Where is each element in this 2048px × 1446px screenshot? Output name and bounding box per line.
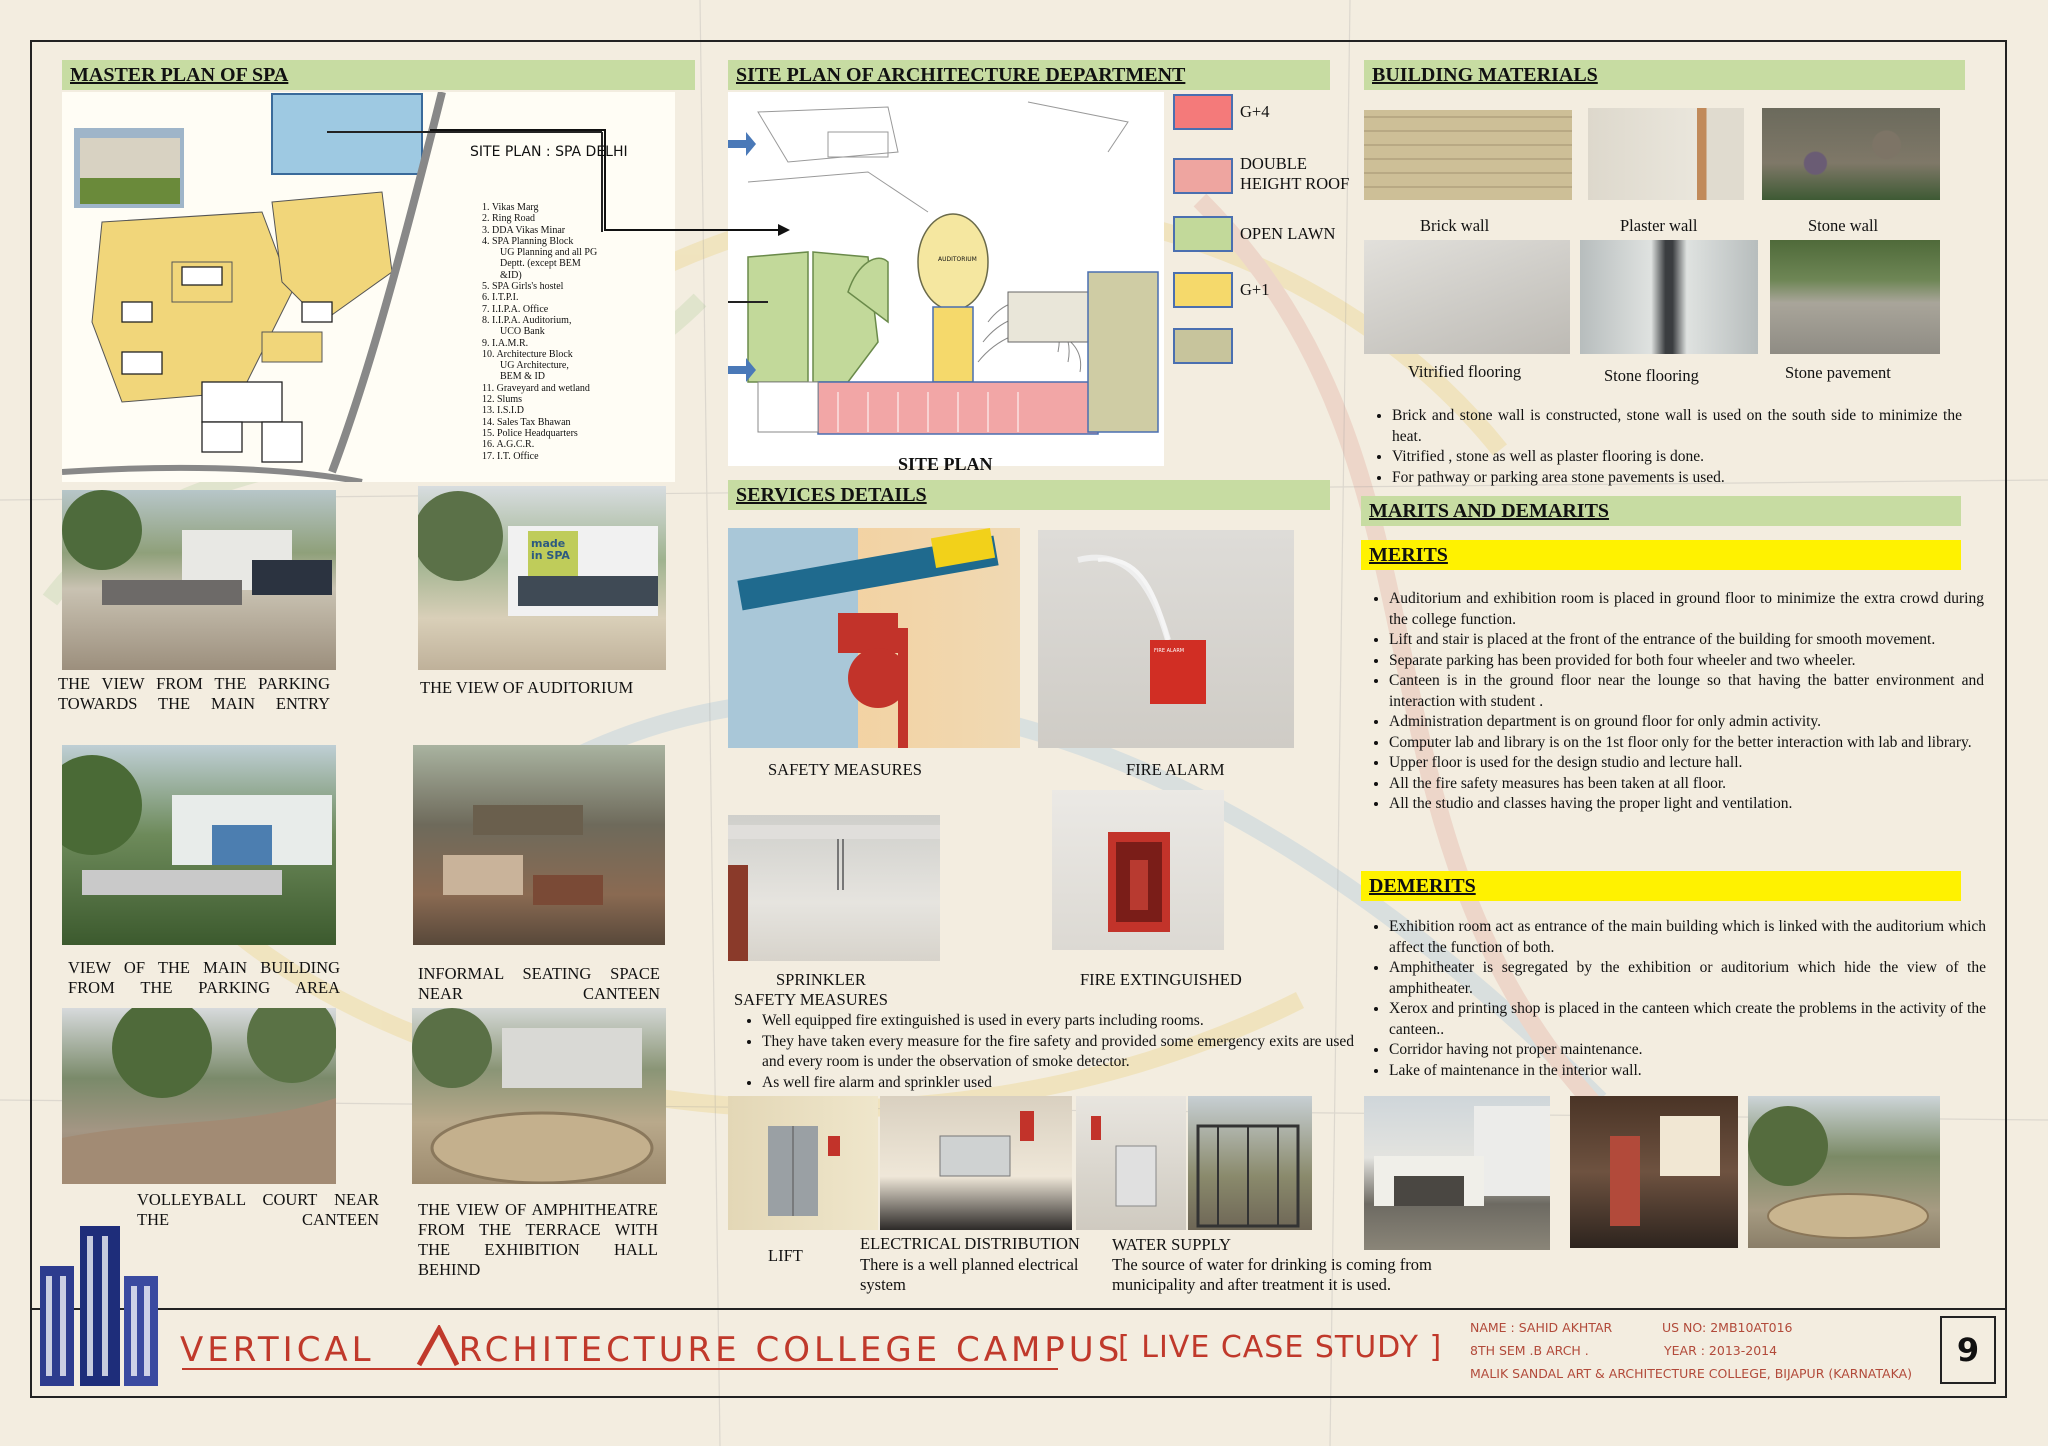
semester: 8TH SEM .B ARCH . <box>1470 1343 1589 1358</box>
master-plan-legend-item: 9. I.A.M.R. <box>482 337 529 349</box>
campus-photo-3 <box>1748 1096 1940 1248</box>
student-usn: US NO: 2MB10AT016 <box>1662 1320 1793 1335</box>
lift-photo <box>728 1096 878 1230</box>
safety-heading: SAFETY MEASURES <box>734 990 888 1009</box>
merit-item: • Lift and stair is placed at the front of the entrance of the building for smooth movement. <box>1389 630 1984 651</box>
master-plan-legend-item: BEM & ID <box>500 371 545 383</box>
merit-item: • All the fire safety measures has been taken at all floor. <box>1389 774 1984 795</box>
safety-note: • They have taken every measure for the fire safety and provided some emergency exits are used and every room is under the observation of smoke detector. <box>762 1032 1354 1073</box>
master-plan-legend-item: 16. A.G.C.R. <box>482 439 535 451</box>
project-title-left: VERTICAL <box>180 1330 375 1370</box>
safety-note: • As well fire alarm and sprinkler used <box>762 1073 1354 1094</box>
master-plan-legend-item: 8. I.I.P.A. Auditorium, <box>482 314 572 326</box>
master-plan-legend-item: 15. Police Headquarters <box>482 427 578 439</box>
materials-note: • For pathway or parking area stone pavements is used. <box>1392 468 1962 489</box>
merit-item: • Administration department is on ground floor for only admin activity. <box>1389 712 1984 733</box>
brick-wall-photo <box>1364 110 1572 200</box>
demerit-item: • Corridor having not proper maintenance. <box>1389 1040 1986 1061</box>
master-plan-legend-item: 11. Graveyard and wetland <box>482 382 590 394</box>
master-plan-legend-item: UCO Bank <box>500 326 545 338</box>
electrical-title: ELECTRICAL DISTRIBUTION <box>860 1234 1080 1253</box>
college-name: MALIK SANDAL ART & ARCHITECTURE COLLEGE, BIJAPUR (KARNATAKA) <box>1470 1366 1912 1381</box>
marits-header: MARITS AND DEMARITS <box>1361 496 1961 526</box>
merit-item: • Canteen is in the ground floor near the lounge so that having the batter environment and interaction with student . <box>1389 671 1984 712</box>
legend-label: G+1 <box>1240 280 1270 299</box>
legend-swatch <box>1173 94 1233 130</box>
legend-label: OPEN LAWN <box>1240 224 1336 243</box>
master-plan-legend-item: 17. I.T. Office <box>482 450 539 462</box>
water-supply-desc: The source of water for drinking is coming from municipality and after treatment it is used. <box>1112 1255 1432 1294</box>
stone-pavement-photo <box>1770 240 1940 354</box>
auditorium-photo <box>418 486 666 670</box>
campus-photo-1 <box>1364 1096 1550 1250</box>
electrical-desc: There is a well planned electrical system <box>860 1255 1079 1294</box>
connector-arrow <box>430 120 790 240</box>
parking-caption: THE VIEW FROM THE PARKING TOWARDS THE MAIN ENTRY <box>58 674 330 713</box>
year: YEAR : 2013-2014 <box>1664 1343 1778 1358</box>
master-plan-legend-item: 13. I.S.I.D <box>482 405 524 417</box>
master-plan-legend-item: &ID) <box>500 269 522 281</box>
materials-note: • Vitrified , stone as well as plaster flooring is done. <box>1392 447 1962 468</box>
plaster-wall-caption: Plaster wall <box>1620 216 1698 235</box>
sprinkler-photo <box>728 815 940 961</box>
fire-alarm-photo <box>1038 530 1294 748</box>
merits-list <box>1361 589 1984 815</box>
sprinkler-caption: SPRINKLER <box>776 970 866 989</box>
vitrified-flooring-photo <box>1364 240 1570 354</box>
legend-swatch <box>1173 216 1233 252</box>
merit-item: • Auditorium and exhibition room is placed in ground floor to minimize the extra crowd during the college function. <box>1389 589 1984 630</box>
lift-caption: LIFT <box>768 1246 803 1265</box>
merit-item: • Separate parking has been provided for both four wheeler and two wheeler. <box>1389 651 1984 672</box>
master-plan-legend-item: 5. SPA Girls's hostel <box>482 281 564 293</box>
master-plan-legend-item: 12. Slums <box>482 394 523 406</box>
building-logo-icon <box>32 1216 172 1386</box>
fire-extinguisher-caption: FIRE EXTINGUISHED <box>1080 970 1242 989</box>
safety-measures-photo <box>728 528 1020 748</box>
master-plan-legend-item: 14. Sales Tax Bhawan <box>482 416 571 428</box>
demerit-item: • Lake of maintenance in the interior wall. <box>1389 1061 1986 1082</box>
auditorium-caption: THE VIEW OF AUDITORIUM <box>420 678 634 697</box>
materials-notes <box>1364 406 1962 488</box>
merits-header: MERITS <box>1361 540 1961 570</box>
master-plan-legend <box>482 202 597 462</box>
safety-notes <box>734 1011 1354 1093</box>
safety-measures-caption: SAFETY MEASURES <box>768 760 922 779</box>
fire-alarm-caption: FIRE ALARM <box>1126 760 1225 779</box>
informal-seating-photo <box>413 745 665 945</box>
master-plan-legend-item: 2. Ring Road <box>482 213 536 225</box>
stone-pavement-caption: Stone pavement <box>1785 363 1891 382</box>
student-name: NAME : SAHID AKHTAR <box>1470 1320 1613 1335</box>
amphitheatre-caption: THE VIEW OF AMPHITHEATRE FROM THE TERRACE WITH THE EXHIBITION HALL BEHIND <box>418 1200 658 1279</box>
demerits-list <box>1361 917 1986 1081</box>
plaster-wall-photo <box>1588 108 1744 200</box>
stone-wall-photo <box>1762 108 1940 200</box>
legend-swatch <box>1173 272 1233 308</box>
live-case-study: [ LIVE CASE STUDY ] <box>1118 1330 1443 1365</box>
demerits-header: DEMERITS <box>1361 871 1961 901</box>
master-plan-legend-item: 10. Architecture Block <box>482 348 573 360</box>
legend-swatch <box>1173 158 1233 194</box>
master-plan-legend-item: Deptt. (except BEM <box>500 258 581 270</box>
master-plan-legend-item: 7. I.I.P.A. Office <box>482 303 549 315</box>
master-plan-legend-item: 1. Vikas Marg <box>482 202 539 213</box>
title-underline <box>182 1368 1058 1370</box>
master-plan-map-title: SITE PLAN : SPA DELHI <box>470 144 628 160</box>
legend-swatch <box>1173 328 1233 364</box>
legend-label: G+4 <box>1240 102 1270 121</box>
water-supply-title: WATER SUPPLY <box>1112 1235 1231 1254</box>
stone-flooring-caption: Stone flooring <box>1604 366 1699 385</box>
stone-wall-caption: Stone wall <box>1808 216 1879 235</box>
merit-item: • Upper floor is used for the design studio and lecture hall. <box>1389 753 1984 774</box>
electrical-photo <box>880 1096 1072 1230</box>
made-in-spa-sign: made in SPA <box>531 537 570 562</box>
water-supply-photo <box>1076 1096 1186 1230</box>
legend-label: DOUBLE HEIGHT ROOF <box>1240 154 1350 193</box>
master-plan-legend-item: UG Planning and all PG <box>500 247 598 259</box>
project-title-rest: RCHITECTURE COLLEGE CAMPUS <box>458 1330 1124 1370</box>
merit-item: • All the studio and classes having the proper light and ventilation. <box>1389 794 1984 815</box>
demerit-item: • Exhibition room act as entrance of the main building which is linked with the auditorium which affect the function of both. <box>1389 917 1986 958</box>
master-plan-legend-item: UG Architecture, <box>500 360 569 372</box>
safety-note: • Well equipped fire extinguished is used in every parts including rooms. <box>762 1011 1354 1032</box>
master-plan-header: MASTER PLAN OF SPA <box>62 60 695 90</box>
parking-photo <box>62 490 336 670</box>
site-plan-header: SITE PLAN OF ARCHITECTURE DEPARTMENT <box>728 60 1330 90</box>
campus-photo-2 <box>1570 1096 1738 1248</box>
volleyball-caption: VOLLEYBALL COURT NEAR THE CANTEEN <box>137 1190 379 1229</box>
fire-alarm-label: FIRE ALARM <box>1154 648 1185 654</box>
stone-flooring-photo <box>1580 240 1758 354</box>
master-plan-legend-item: 3. DDA Vikas Minar <box>482 224 566 236</box>
site-plan-drawing <box>728 92 1164 466</box>
informal-seating-caption: INFORMAL SEATING SPACE NEAR CANTEEN <box>418 964 660 1003</box>
demerit-item: • Amphitheater is segregated by the exhibition or auditorium which hide the view of the amphitheater. <box>1389 958 1986 999</box>
brick-wall-caption: Brick wall <box>1420 216 1490 235</box>
materials-note: • Brick and stone wall is constructed, stone wall is used on the south side to minimize the heat. <box>1392 406 1962 447</box>
water-tank-photo <box>1188 1096 1312 1230</box>
a-logo-icon <box>415 1325 459 1369</box>
volleyball-photo <box>62 1008 336 1184</box>
master-plan-legend-item: 6. I.T.P.I. <box>482 292 519 304</box>
auditorium-label: AUDITORIUM <box>938 256 977 263</box>
main-building-photo <box>62 745 336 945</box>
vitrified-flooring-caption: Vitrified flooring <box>1408 362 1522 381</box>
footer-divider <box>30 1308 2007 1310</box>
merit-item: • Computer lab and library is on the 1st floor only for the better interaction with lab and library. <box>1389 733 1984 754</box>
amphitheatre-photo <box>412 1008 666 1184</box>
fire-extinguisher-photo <box>1052 790 1224 950</box>
project-title <box>180 1325 1123 1370</box>
main-building-caption: VIEW OF THE MAIN BUILDING FROM THE PARKING AREA <box>68 958 340 997</box>
page-number: 9 <box>1940 1316 1996 1384</box>
building-materials-header: BUILDING MATERIALS <box>1364 60 1965 90</box>
site-plan-caption: SITE PLAN <box>898 454 993 474</box>
master-plan-legend-item: 4. SPA Planning Block <box>482 235 574 247</box>
services-header: SERVICES DETAILS <box>728 480 1330 510</box>
demerit-item: • Xerox and printing shop is placed in the canteen which create the problems in the activity of the canteen.. <box>1389 999 1986 1040</box>
